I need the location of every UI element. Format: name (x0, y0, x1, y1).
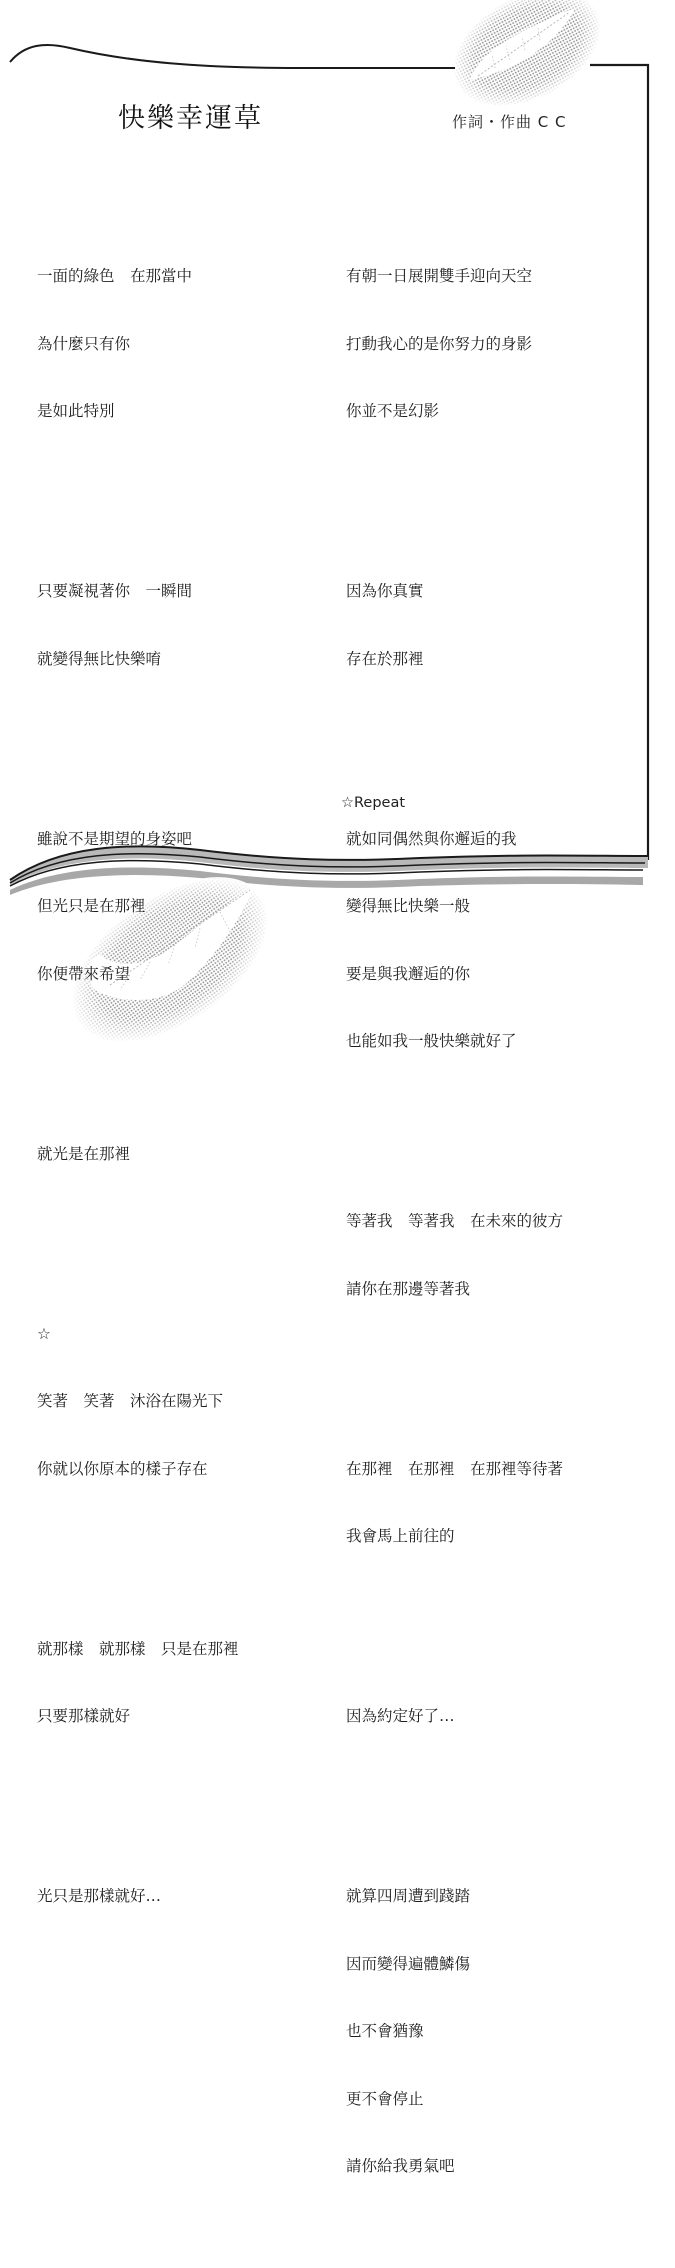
stanza (37, 783, 239, 1031)
stanza (346, 1413, 563, 1593)
lyric-line: 光只是那樣就好… (37, 1887, 162, 1905)
lyrics-right-column (346, 175, 563, 2268)
stanza (37, 1098, 239, 1211)
stanza (346, 220, 563, 468)
chorus-stanza (37, 1278, 239, 1526)
lyric-line: 因而變得遍體鱗傷 (346, 1954, 471, 1973)
lyric-line: 你便帶來希望 (37, 964, 131, 983)
lyric-line: 也不會猶豫 (346, 2022, 424, 2040)
stanza (346, 783, 563, 1098)
lyric-line: 因為約定好了… (346, 1707, 455, 1725)
lyrics-left-column (37, 175, 239, 1998)
lyric-line: 你並不是幻影 (346, 402, 440, 420)
song-title: 快樂幸運草 (118, 103, 263, 134)
lyric-line: 你就以你原本的樣子存在 (37, 1459, 208, 1478)
page-top-edge (10, 45, 455, 68)
lyric-line: 但光只是在那裡 (37, 897, 146, 915)
lyric-line: 存在於那裡 (346, 649, 424, 668)
stanza (37, 1593, 239, 1773)
lyric-line: 因為你真實 (346, 582, 424, 600)
lyric-line: 就算四周遭到踐踏 (346, 1887, 471, 1905)
lyrics-composer-credit: 作詞・作曲 C C (452, 113, 567, 131)
lyric-line: 只要凝視著你 一瞬間 (37, 582, 193, 600)
lyric-line: 就如同偶然與你邂逅的我 (346, 829, 517, 848)
lyric-line: 就那樣 就那樣 只是在那裡 (37, 1639, 239, 1658)
lyric-line: 我會馬上前往的 (346, 1527, 455, 1545)
lyric-line: 等著我 等著我 在未來的彼方 (346, 1212, 564, 1230)
repeat-marker: ☆Repeat (341, 795, 406, 811)
lyric-line: 就光是在那裡 (37, 1144, 131, 1163)
stanza (37, 220, 239, 468)
lyric-line: 只要那樣就好 (37, 1707, 131, 1725)
star-marker-icon: ☆ (37, 1324, 51, 1343)
lyric-line: 打動我心的是你努力的身影 (346, 334, 533, 353)
lyric-line: 變得無比快樂一般 (346, 897, 471, 915)
lyric-line: 是如此特別 (37, 402, 115, 420)
lyric-line: 請你在那邊等著我 (346, 1279, 471, 1298)
lyric-line: 有朝一日展開雙手迎向天空 (346, 267, 533, 285)
lyric-line: 一面的綠色 在那當中 (37, 267, 193, 285)
stanza (37, 1840, 239, 1953)
lyric-line: 也能如我一般快樂就好了 (346, 1032, 517, 1050)
stanza (346, 1165, 563, 1345)
lyric-line: 就變得無比快樂唷 (37, 649, 162, 668)
lyric-line: 雖說不是期望的身姿吧 (37, 829, 193, 848)
lyric-line: 更不會停止 (346, 2089, 424, 2108)
lyric-line: 在那裡 在那裡 在那裡等待著 (346, 1459, 564, 1478)
lyric-line: 為什麼只有你 (37, 334, 131, 353)
stanza (346, 535, 563, 715)
stanza (346, 1840, 563, 2223)
lyric-line: 要是與我邂逅的你 (346, 964, 471, 983)
lyric-line: 請你給我勇氣吧 (346, 2157, 455, 2175)
stanza (346, 1660, 563, 1773)
stanza (37, 535, 239, 715)
lyric-line: 笑著 笑著 沐浴在陽光下 (37, 1392, 224, 1410)
